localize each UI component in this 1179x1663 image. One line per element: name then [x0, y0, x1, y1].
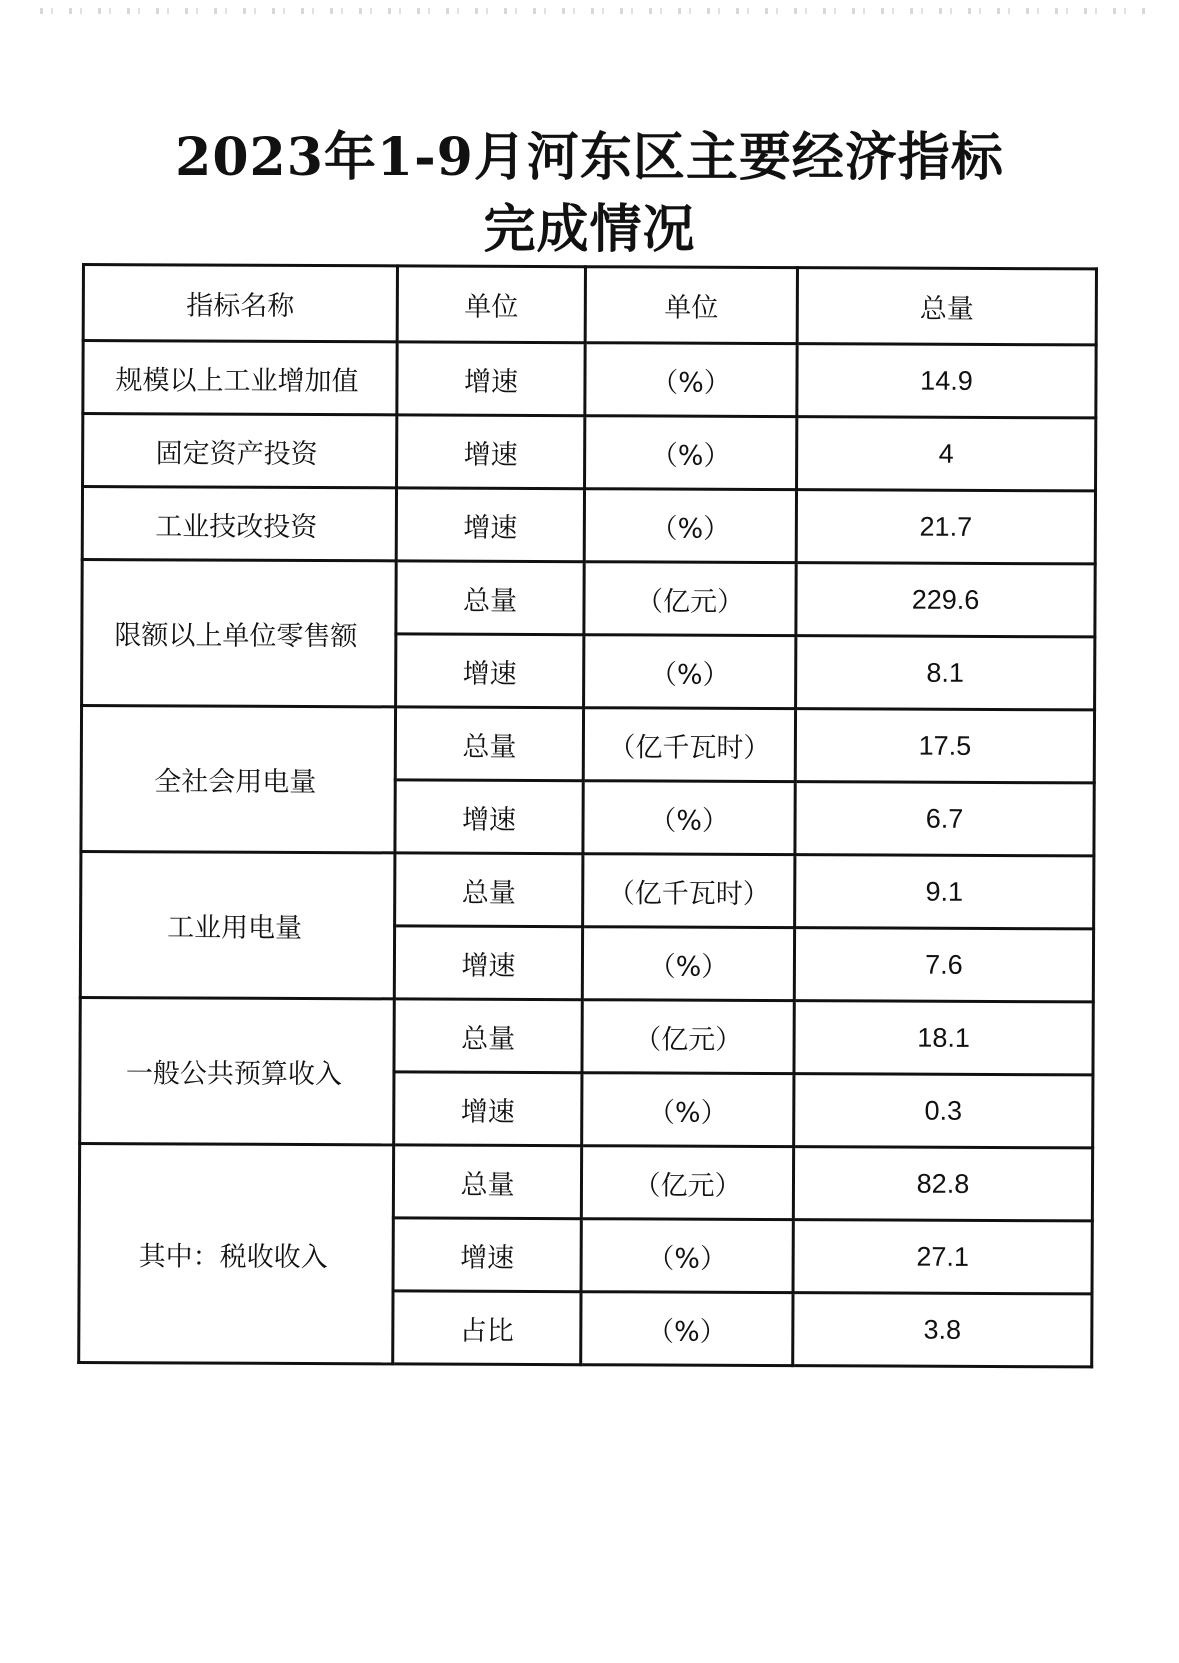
unit-cell: （%） — [581, 1219, 793, 1293]
page-title: 2023年1-9月河东区主要经济指标 — [175, 127, 1004, 188]
measure-type: 总量 — [394, 999, 582, 1073]
unit-cell: （%） — [585, 416, 797, 490]
measure-type: 增速 — [396, 634, 584, 708]
unit-cell: （亿千瓦时） — [583, 854, 795, 928]
header-total: 总量 — [797, 268, 1096, 345]
value-cell: 21.7 — [796, 490, 1095, 564]
value-cell: 229.6 — [796, 563, 1095, 637]
value-cell: 14.9 — [797, 344, 1096, 418]
table-row — [83, 341, 1096, 418]
indicator-name: 限额以上单位零售额 — [82, 560, 397, 707]
header-unit-2: 单位 — [585, 267, 797, 344]
unit-cell: （%） — [583, 781, 795, 855]
scan-edge-artifact — [40, 8, 1149, 14]
measure-type: 增速 — [394, 1072, 582, 1146]
table-row — [81, 852, 1094, 929]
indicator-name: 一般公共预算收入 — [80, 997, 395, 1144]
header-indicator-name: 指标名称 — [83, 265, 397, 342]
indicator-name: 工业技改投资 — [82, 487, 396, 561]
value-cell: 8.1 — [796, 636, 1095, 710]
table-row — [79, 1143, 1092, 1220]
measure-type: 增速 — [394, 926, 582, 1000]
value-cell: 3.8 — [793, 1293, 1092, 1367]
value-cell: 82.8 — [793, 1147, 1092, 1221]
header-unit: 单位 — [397, 266, 585, 343]
unit-cell: （%） — [581, 1292, 793, 1366]
value-cell: 9.1 — [795, 855, 1094, 929]
measure-type: 总量 — [393, 1145, 581, 1219]
measure-type: 增速 — [393, 1218, 581, 1292]
table-row — [82, 487, 1095, 564]
indicator-table — [77, 263, 1098, 1368]
unit-cell: （%） — [582, 927, 794, 1001]
measure-type: 增速 — [397, 415, 585, 489]
measure-type: 总量 — [396, 561, 584, 635]
value-cell: 27.1 — [793, 1220, 1092, 1294]
value-cell: 4 — [797, 417, 1096, 491]
indicator-name: 规模以上工业增加值 — [83, 341, 397, 415]
measure-type: 增速 — [395, 780, 583, 854]
measure-type: 增速 — [397, 342, 585, 416]
unit-cell: （亿元） — [581, 1146, 793, 1220]
value-cell: 17.5 — [795, 709, 1094, 783]
unit-cell: （%） — [584, 635, 796, 709]
unit-cell: （亿千瓦时） — [583, 708, 795, 782]
value-cell: 0.3 — [794, 1074, 1093, 1148]
measure-type: 占比 — [393, 1291, 581, 1365]
unit-cell: （%） — [585, 343, 797, 417]
table-row — [82, 560, 1095, 637]
measure-type: 总量 — [395, 853, 583, 927]
indicator-name: 其中：税收收入 — [79, 1143, 394, 1363]
table-row — [80, 997, 1093, 1074]
value-cell: 6.7 — [795, 782, 1094, 856]
indicator-name: 固定资产投资 — [83, 414, 397, 488]
value-cell: 7.6 — [794, 928, 1093, 1002]
page-title-line2: 完成情况 — [483, 199, 696, 260]
table-header-row — [83, 265, 1096, 345]
measure-type: 增速 — [396, 488, 584, 562]
value-cell: 18.1 — [794, 1001, 1093, 1075]
indicator-name: 全社会用电量 — [81, 706, 396, 853]
unit-cell: （亿元） — [584, 562, 796, 636]
unit-cell: （亿元） — [582, 1000, 794, 1074]
measure-type: 总量 — [395, 707, 583, 781]
table-row — [81, 706, 1094, 783]
table-row — [83, 414, 1096, 491]
indicator-name: 工业用电量 — [80, 852, 395, 999]
unit-cell: （%） — [584, 489, 796, 563]
unit-cell: （%） — [582, 1073, 794, 1147]
